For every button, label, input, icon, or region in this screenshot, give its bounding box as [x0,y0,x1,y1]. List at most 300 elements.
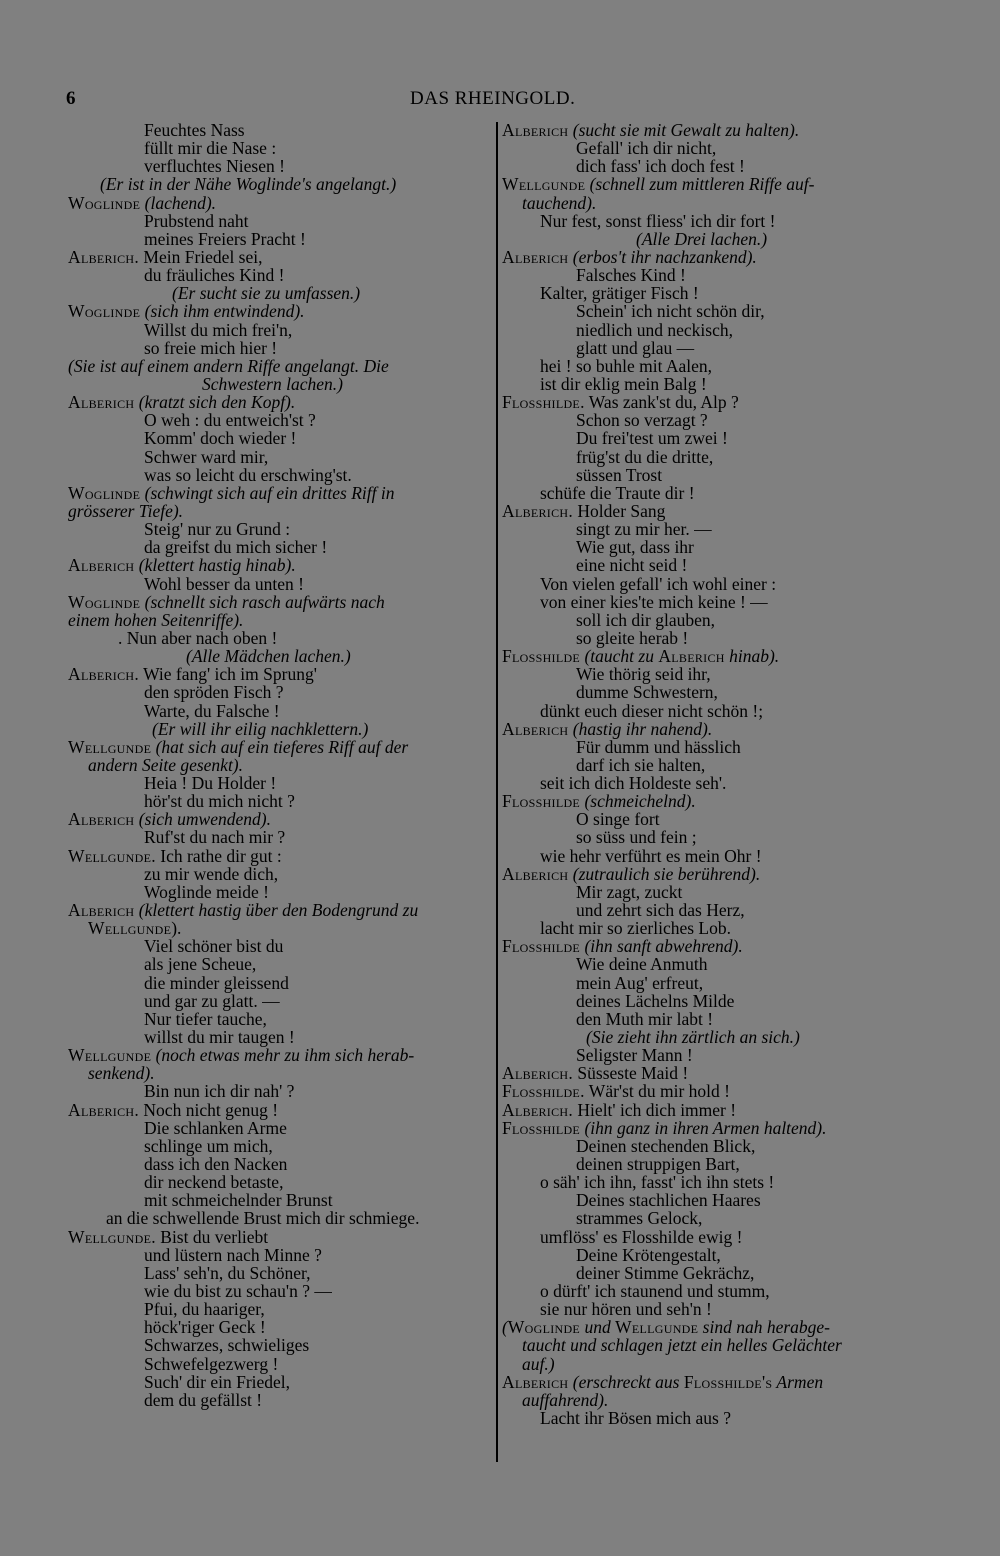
speaker-name: Alberich. [68,664,140,685]
line-text: (schnell zum mittleren Riffe auf- [585,174,815,195]
text-line [502,647,926,665]
text-line [68,194,492,212]
text-line [68,828,492,846]
text-line [502,992,926,1010]
text-line [502,538,926,556]
text-line [502,1137,926,1155]
line-text: strammes Gelock, [576,1208,703,1229]
line-text: (ihn ganz in ihren Armen haltend). [580,1117,827,1138]
text-line [502,1010,926,1028]
line-text: lacht mir so zierliches Lob. [540,918,731,939]
text-line [68,357,492,375]
line-text: Lass' seh'n, du Schöner, [144,1262,311,1283]
line-text: Woglinde meide ! [144,881,269,902]
line-text: Wie deine Anmuth [576,954,708,975]
text-line [502,1246,926,1264]
text-line [502,611,926,629]
line-text: Noch nicht genug ! [139,1099,279,1120]
text-line [502,121,926,139]
line-text: und zehrt sich das Herz, [576,900,745,921]
line-text: umflöss' es Flosshilde ewig ! [540,1226,743,1247]
text-line [502,466,926,484]
text-line [68,702,492,720]
text-line [502,865,926,883]
text-line [502,720,926,738]
line-text: füllt mir die Nase : [144,138,277,159]
text-line [502,593,926,611]
text-line [68,647,492,665]
text-line [68,1228,492,1246]
text-line [68,1191,492,1209]
text-line [502,1155,926,1173]
speaker-name: Flosshilde [502,936,581,957]
line-text: singt zu mir her. — [576,519,712,540]
text-line [68,502,492,520]
text-line [68,937,492,955]
text-line [68,665,492,683]
text-line [502,429,926,447]
text-line [68,629,492,647]
line-text: Süsseste Maid ! [573,1063,689,1084]
line-text: als jene Scheue, [144,954,257,975]
line-text: (klettert hastig hinab). [134,555,296,576]
text-line [68,484,492,502]
line-text: (erschreckt aus [568,1371,684,1392]
line-text: (schwingt sich auf ein drittes Riff in [140,482,395,503]
line-text: dich fass' ich doch fest ! [576,156,745,177]
text-line [502,393,926,411]
speaker-name: Alberich. [502,1099,574,1120]
text-line [502,139,926,157]
text-line [68,883,492,901]
text-line [502,629,926,647]
line-text: (Sie ist auf einem andern Riffe angelangt. Die [68,355,389,376]
text-line [502,810,926,828]
text-line [68,248,492,266]
text-line [502,411,926,429]
line-text: Ich rathe dir gut : [155,845,282,866]
text-line [502,321,926,339]
text-line [502,266,926,284]
line-text: (schnellt sich rasch aufwärts nach [140,591,385,612]
text-line [502,1336,926,1354]
text-line [68,520,492,538]
line-text: Wie fang' ich im Sprung' [139,664,317,685]
text-line [68,611,492,629]
line-text: Mir zagt, zuckt [576,881,683,902]
line-text: dass ich den Nacken [144,1154,288,1175]
line-text: Ruf'st du nach mir ? [144,827,286,848]
line-text: (sich umwendend). [134,809,271,830]
line-text: deinen struppigen Bart, [576,1154,740,1175]
line-text: sie nur hören und seh'n ! [540,1299,712,1320]
line-text: Prubstend naht [144,210,249,231]
line-text: Kalter, grätiger Fisch ! [540,283,699,304]
line-text: Hielt' ich dich immer ! [573,1099,737,1120]
line-text: zu mir wende dich, [144,863,279,884]
text-line [502,1028,926,1046]
line-text: taucht und schlagen jetzt ein helles Gelächter [522,1335,842,1356]
speaker-name: Wellgunde. [68,1226,156,1247]
line-text: Deines stachlichen Haares [576,1190,761,1211]
text-line [68,429,492,447]
text-line [68,139,492,157]
line-text: Schwarzes, schwieliges [144,1335,310,1356]
page-number: 6 [66,88,76,109]
line-text: Pfui, du haariger, [144,1299,265,1320]
running-head-title: DAS RHEINGOLD. [410,88,576,109]
line-text: Deinen stechenden Blick, [576,1135,756,1156]
text-line [68,411,492,429]
text-line [68,919,492,937]
text-line [502,448,926,466]
line-text: hei ! so buhle mit Aalen, [540,355,713,376]
line-text: einem hohen Seitenriffe). [68,609,244,630]
line-text: mein Aug' erfreut, [576,972,704,993]
column-divider [496,122,498,1462]
line-text: Nur fest, sonst fliess' ich dir fort ! [540,210,776,231]
text-line [68,720,492,738]
line-text: Schwer ward mir, [144,446,269,467]
line-text: dumme Schwestern, [576,682,718,703]
text-line [502,194,926,212]
text-line [68,810,492,828]
line-text: von einer kies'te mich keine ! — [540,591,768,612]
line-text: dünkt euch dieser nicht schön !; [540,700,764,721]
text-line [502,175,926,193]
line-text: Die schlanken Arme [144,1117,287,1138]
line-text: ( [502,1317,508,1338]
text-line [502,847,926,865]
text-line [68,683,492,701]
text-line [68,847,492,865]
line-text: süssen Trost [576,464,663,485]
line-text: auffahrend). [522,1389,609,1410]
line-text: Seligster Mann ! [576,1045,693,1066]
line-text: (Alle Mädchen lachen.) [186,646,351,667]
line-text: früg'st du die dritte, [576,446,714,467]
line-text: (zutraulich sie berührend). [568,863,761,884]
speaker-name: Alberich [68,809,135,830]
line-text: (taucht zu [580,646,659,667]
text-line [68,774,492,792]
text-line [68,1155,492,1173]
line-text: Such' dir ein Friedel, [144,1371,291,1392]
text-line [502,901,926,919]
line-text: (hat sich auf ein tieferes Riff auf der [151,736,409,757]
line-text: da greifst du mich sicher ! [144,537,328,558]
line-text: Warte, du Falsche ! [144,700,280,721]
line-text: (Er ist in der Nähe Woglinde's angelangt.) [100,174,397,195]
text-line [68,1209,492,1227]
line-text: hinab). [724,646,780,667]
text-line [502,1191,926,1209]
speaker-name: Alberich [68,555,135,576]
text-line [68,157,492,175]
text-line [68,1119,492,1137]
line-text: deines Lächelns Milde [576,990,735,1011]
text-line [68,556,492,574]
text-line [68,738,492,756]
text-line [502,556,926,574]
line-text: Schwestern lachen.) [202,373,343,394]
line-text: Was zank'st du, Alp ? [584,392,739,413]
text-line [502,230,926,248]
speaker-name: Flosshilde. [502,1081,585,1102]
speaker-name: Alberich [68,392,135,413]
speaker-name: Wellgunde [502,174,586,195]
line-text: Komm' doch wieder ! [144,428,297,449]
line-text: (Sie zieht ihn zärtlich an sich.) [586,1027,800,1048]
line-text: Deine Krötengestalt, [576,1244,721,1265]
text-line [502,1282,926,1300]
line-text: (hastig ihr nahend). [568,718,713,739]
speaker-name: Flosshilde. [502,392,585,413]
line-text: o dürft' ich staunend und stumm, [540,1281,770,1301]
text-line [68,448,492,466]
line-text: so freie mich hier ! [144,337,278,358]
line-text: o säh' ich ihn, fasst' ich ihn stets ! [540,1172,775,1193]
text-line [68,466,492,484]
line-text: wie hehr verführt es mein Ohr ! [540,845,762,866]
line-text: seit ich dich Holdeste seh'. [540,773,727,794]
line-text: (Er sucht sie zu umfassen.) [172,283,361,304]
line-text: mit schmeichelnder Brunst [144,1190,333,1211]
line-text: was so leicht du erschwing'st. [144,464,352,485]
speaker-name: Wellgunde [68,736,152,757]
text-line [68,1282,492,1300]
text-line [68,284,492,302]
text-line [68,1391,492,1409]
text-line [68,393,492,411]
line-text: dem du gefällst ! [144,1389,263,1410]
line-text: schlinge um mich, [144,1135,273,1156]
text-line [502,1228,926,1246]
speaker-name: Alberich [502,718,569,739]
text-line [502,1318,926,1336]
text-line [68,321,492,339]
text-line [502,248,926,266]
line-text: Mein Friedel sei, [139,246,263,267]
text-line [68,538,492,556]
speaker-name: Woglinde [68,301,141,322]
line-text: (kratzt sich den Kopf). [134,392,296,413]
line-text: soll ich dir glauben, [576,609,716,630]
line-text: Wohl besser da unten ! [144,573,304,594]
line-text: (lachend). [140,192,217,213]
line-text: (sich ihm entwindend). [140,301,305,322]
line-text: so süss und fein ; [576,827,697,848]
text-line [68,1318,492,1336]
text-line [502,357,926,375]
line-text: den Muth mir labt ! [576,1008,714,1029]
text-line [68,230,492,248]
text-line [68,1064,492,1082]
text-line [502,520,926,538]
speaker-name: Wellgunde [68,1045,152,1066]
line-text: Steig' nur zu Grund : [144,519,291,540]
line-text: deiner Stimme Gekrächz, [576,1262,755,1283]
line-text: Viel schöner bist du [144,936,284,957]
text-line [68,865,492,883]
text-line [68,1300,492,1318]
line-text: Nur tiefer tauche, [144,1008,267,1029]
line-text: darf ich sie halten, [576,754,706,775]
text-line [502,1264,926,1282]
line-text: Feuchtes Nass [144,120,245,140]
speaker-name: Woglinde [68,192,141,213]
line-text: Für dumm und hässlich [576,736,741,757]
text-line [502,484,926,502]
speaker-name: Alberich. [68,1099,140,1120]
text-line [502,883,926,901]
text-line [502,157,926,175]
speaker-name: Alberich [502,863,569,884]
line-text: Von vielen gefall' ich wohl einer : [540,573,777,594]
text-line [68,266,492,284]
text-line [502,665,926,683]
text-line [68,1173,492,1191]
text-line [502,302,926,320]
line-text: du fräuliches Kind ! [144,265,285,286]
text-line [502,738,926,756]
line-text: Schon so verzagt ? [576,410,708,431]
speaker-name: Woglinde [68,591,141,612]
line-text: Armen [772,1371,824,1392]
line-text: Willst du mich frei'n, [144,319,293,340]
text-line [68,1355,492,1373]
speaker-name: Alberich [502,246,569,267]
line-text: (klettert hastig über den Bodengrund zu [134,900,419,921]
text-line [68,375,492,393]
line-text: O singe fort [576,809,660,830]
text-line [68,901,492,919]
text-line [502,937,926,955]
speaker-name: Wellgunde [88,918,172,939]
text-line [68,1246,492,1264]
line-text: dir neckend betaste, [144,1172,284,1193]
text-line [68,1264,492,1282]
text-line [68,992,492,1010]
line-text: ist dir eklig mein Balg ! [540,373,707,394]
line-text: (schmeichelnd). [580,791,696,812]
speaker-name: Alberich. [502,500,574,521]
text-line [68,1046,492,1064]
text-line [68,212,492,230]
line-text: und lüstern nach Minne ? [144,1244,322,1265]
text-line [502,375,926,393]
speaker-name: Flosshilde [502,791,581,812]
line-text: Falsches Kind ! [576,265,686,286]
line-text: an die schwellende Brust mich dir schmiege. [106,1208,420,1229]
line-text: schüfe die Traute dir ! [540,482,695,503]
line-text: Wie thörig seid ihr, [576,664,711,685]
line-text: ). [171,918,182,939]
speaker-name: Alberich. [68,246,140,267]
speaker-name: Flosshilde's [683,1371,773,1392]
line-text: willst du mir taugen ! [144,1027,295,1048]
line-text: grösserer Tiefe). [68,500,184,521]
text-line [502,792,926,810]
line-text: die minder gleissend [144,972,289,993]
line-text: senkend). [88,1063,155,1084]
text-line [502,756,926,774]
text-line [502,1209,926,1227]
text-line [502,828,926,846]
text-line [502,1082,926,1100]
text-line [68,175,492,193]
text-line [502,284,926,302]
text-line [68,955,492,973]
speaker-name: Alberich [68,900,135,921]
speaker-name: Wellgunde [615,1317,699,1338]
right-column [502,121,926,1427]
text-line [68,302,492,320]
line-text: Bin nun ich dir nah' ? [144,1081,295,1102]
line-text: (erbos't ihr nachzankend). [568,246,757,267]
line-text: verfluchtes Niesen ! [144,156,285,177]
text-line [502,1119,926,1137]
text-line [68,1101,492,1119]
speaker-name: Woglinde [68,482,141,503]
speaker-name: Alberich [502,1371,569,1392]
line-text: andern Seite gesenkt). [88,754,244,775]
line-text: meines Freiers Pracht ! [144,228,306,249]
line-text: sind nah herabge- [698,1317,831,1338]
line-text: auf.) [522,1353,555,1374]
text-line [68,756,492,774]
line-text: wie du bist zu schau'n ? — [144,1281,332,1301]
text-line [502,1300,926,1318]
line-text: Lacht ihr Bösen mich aus ? [540,1407,731,1428]
line-text: (sucht sie mit Gewalt zu halten). [568,120,800,140]
text-line [68,1137,492,1155]
line-text: Heia ! Du Holder ! [144,773,277,794]
text-line [502,774,926,792]
line-text: Wie gut, dass ihr [576,537,694,558]
line-text: (Er will ihr eilig nachklettern.) [152,718,369,739]
speaker-name: Wellgunde. [68,845,156,866]
line-text: niedlich und neckisch, [576,319,733,340]
text-line [68,1373,492,1391]
text-line [502,1391,926,1409]
text-line [502,1064,926,1082]
text-line [68,792,492,810]
text-line [502,1046,926,1064]
text-line [502,502,926,520]
line-text: Du frei'test um zwei ! [576,428,728,449]
text-line [502,974,926,992]
line-text: so gleite herab ! [576,627,689,648]
line-text: Bist du verliebt [155,1226,269,1247]
text-line [502,1173,926,1191]
speaker-name: Alberich [502,120,569,140]
line-text: (Alle Drei lachen.) [636,228,768,249]
text-line [502,575,926,593]
speaker-name: Woglinde [507,1317,581,1338]
line-text: . Nun aber nach oben ! [118,627,278,648]
line-text: und gar zu glatt. — [144,990,280,1011]
text-line [68,1336,492,1354]
text-line [68,1028,492,1046]
text-line [68,121,492,139]
text-line [68,974,492,992]
line-text: den spröden Fisch ? [144,682,284,703]
line-text: O weh : du entweich'st ? [144,410,316,431]
line-text: Holder Sang [573,500,666,521]
line-text: glatt und glau — [576,337,695,358]
text-line [502,339,926,357]
